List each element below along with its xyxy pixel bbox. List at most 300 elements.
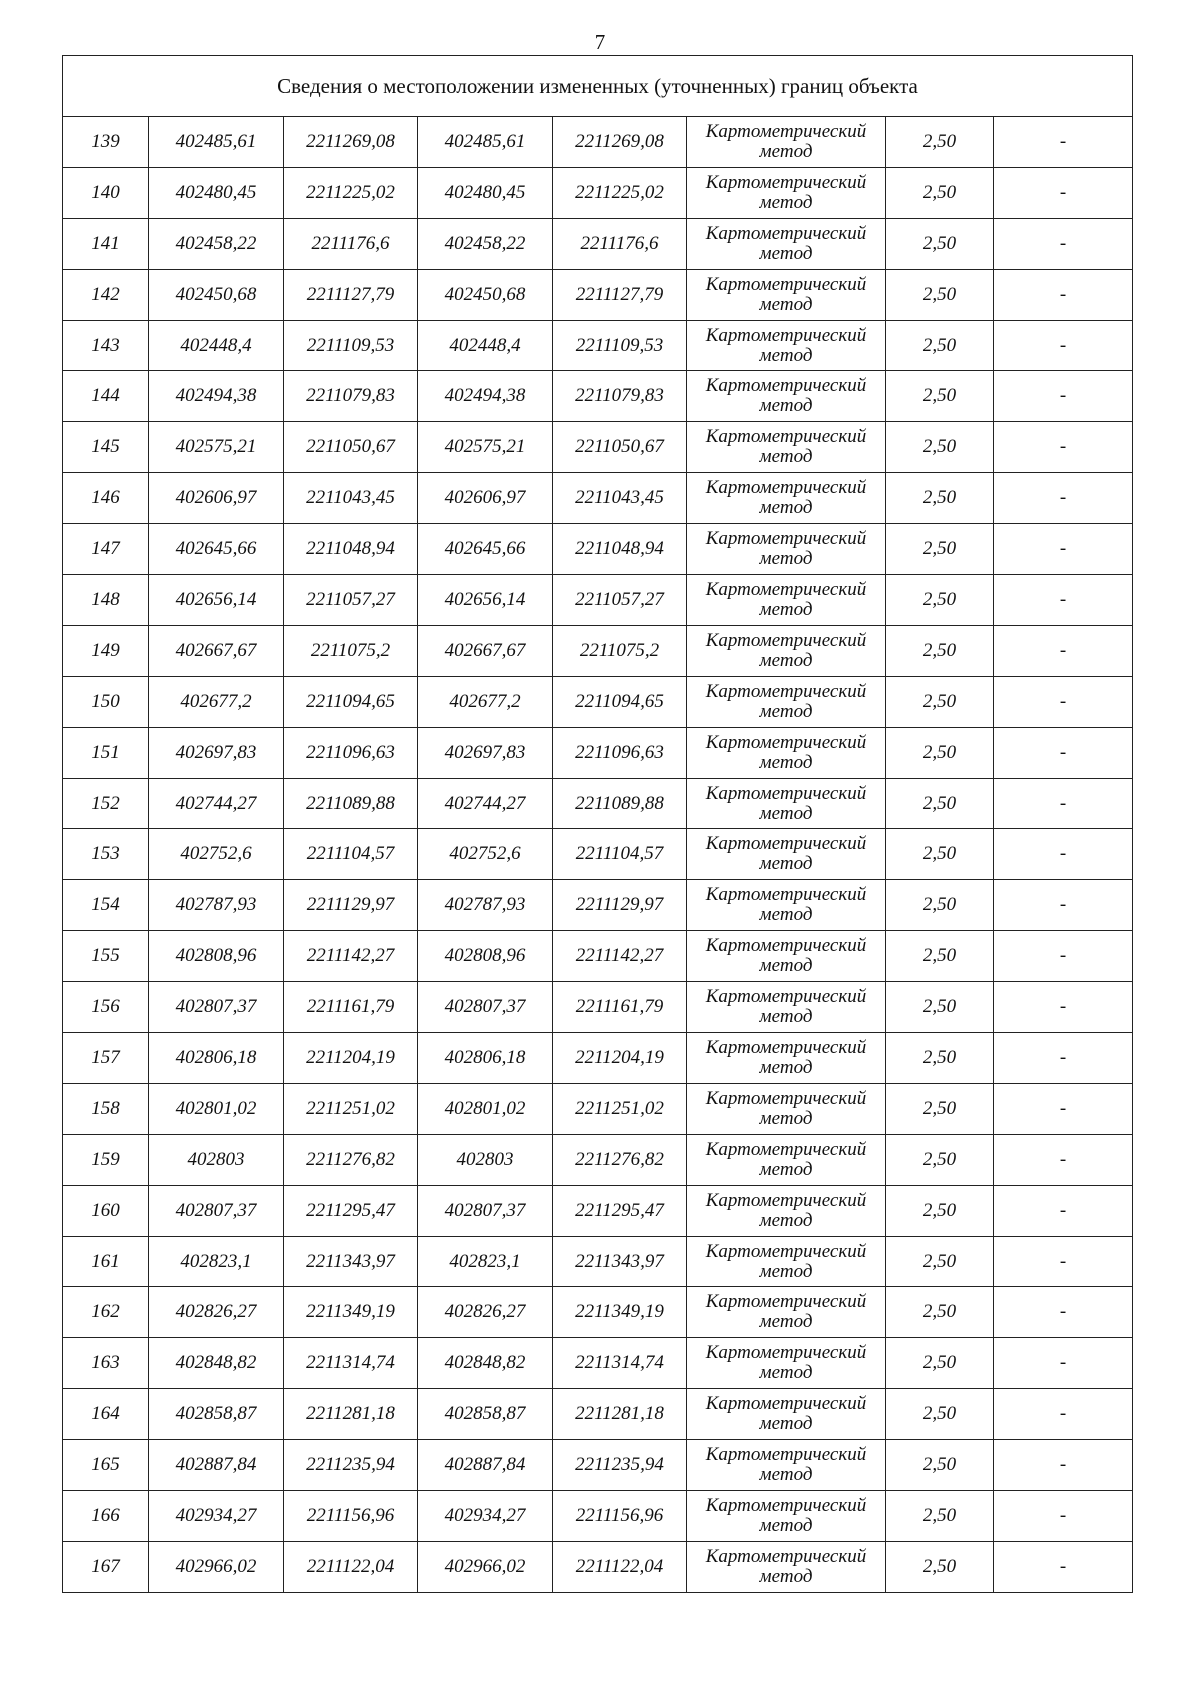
method-cell bbox=[687, 1134, 886, 1185]
method-cell bbox=[687, 1338, 886, 1389]
old-y-cell: 2211251,02 bbox=[284, 1083, 418, 1134]
method-line-1: Картометрический bbox=[705, 222, 867, 244]
new-y-cell: 2211349,19 bbox=[553, 1287, 687, 1338]
method-line-2: метод bbox=[759, 497, 813, 519]
old-y-cell: 2211161,79 bbox=[284, 982, 418, 1033]
old-y-cell: 2211089,88 bbox=[284, 778, 418, 829]
method-line-2: метод bbox=[759, 242, 813, 264]
point-number-cell: 151 bbox=[63, 727, 149, 778]
accuracy-cell: 2,50 bbox=[886, 1083, 994, 1134]
method-line-1: Картометрический bbox=[705, 935, 867, 957]
new-y-cell: 2211225,02 bbox=[553, 167, 687, 218]
old-x-cell: 402744,27 bbox=[149, 778, 284, 829]
old-x-cell: 402448,4 bbox=[149, 320, 284, 371]
new-y-cell: 2211096,63 bbox=[553, 727, 687, 778]
accuracy-cell: 2,50 bbox=[886, 1541, 994, 1592]
new-x-cell: 402807,37 bbox=[418, 982, 553, 1033]
old-x-cell: 402458,22 bbox=[149, 218, 284, 269]
method-line-1: Картометрический bbox=[705, 1494, 867, 1516]
point-number-cell: 167 bbox=[63, 1541, 149, 1592]
method-cell bbox=[687, 218, 886, 269]
method-cell bbox=[687, 1185, 886, 1236]
method-line-2: метод bbox=[759, 802, 813, 824]
old-y-cell: 2211075,2 bbox=[284, 625, 418, 676]
new-y-cell: 2211048,94 bbox=[553, 524, 687, 575]
accuracy-cell: 2,50 bbox=[886, 422, 994, 473]
method-line-1: Картометрический bbox=[705, 1291, 867, 1313]
method-cell bbox=[687, 1236, 886, 1287]
old-y-cell: 2211127,79 bbox=[284, 269, 418, 320]
old-y-cell: 2211314,74 bbox=[284, 1338, 418, 1389]
point-number-cell: 155 bbox=[63, 931, 149, 982]
method-cell bbox=[687, 524, 886, 575]
table-row bbox=[63, 1389, 1133, 1440]
accuracy-cell: 2,50 bbox=[886, 371, 994, 422]
accuracy-cell: 2,50 bbox=[886, 524, 994, 575]
table-row bbox=[63, 1491, 1133, 1542]
method-line-2: метод bbox=[759, 1006, 813, 1028]
method-line-1: Картометрический bbox=[705, 1036, 867, 1058]
old-y-cell: 2211176,6 bbox=[284, 218, 418, 269]
note-cell: - bbox=[994, 1236, 1133, 1287]
new-x-cell: 402807,37 bbox=[418, 1185, 553, 1236]
table-row bbox=[63, 1287, 1133, 1338]
new-y-cell: 2211276,82 bbox=[553, 1134, 687, 1185]
old-x-cell: 402677,2 bbox=[149, 676, 284, 727]
old-y-cell: 2211048,94 bbox=[284, 524, 418, 575]
old-x-cell: 402480,45 bbox=[149, 167, 284, 218]
new-y-cell: 2211109,53 bbox=[553, 320, 687, 371]
note-cell: - bbox=[994, 1491, 1133, 1542]
method-line-1: Картометрический bbox=[705, 1444, 867, 1466]
method-line-1: Картометрический bbox=[705, 1545, 867, 1567]
method-line-2: метод bbox=[759, 598, 813, 620]
new-y-cell: 2211156,96 bbox=[553, 1491, 687, 1542]
old-x-cell: 402697,83 bbox=[149, 727, 284, 778]
accuracy-cell: 2,50 bbox=[886, 1185, 994, 1236]
method-cell bbox=[687, 676, 886, 727]
method-line-2: метод bbox=[759, 1311, 813, 1333]
new-y-cell: 2211129,97 bbox=[553, 880, 687, 931]
old-y-cell: 2211122,04 bbox=[284, 1541, 418, 1592]
method-cell bbox=[687, 320, 886, 371]
accuracy-cell: 2,50 bbox=[886, 1440, 994, 1491]
method-cell bbox=[687, 1033, 886, 1084]
table-row bbox=[63, 473, 1133, 524]
point-number-cell: 149 bbox=[63, 625, 149, 676]
note-cell: - bbox=[994, 1033, 1133, 1084]
new-x-cell: 402606,97 bbox=[418, 473, 553, 524]
old-y-cell: 2211043,45 bbox=[284, 473, 418, 524]
method-line-1: Картометрический bbox=[705, 680, 867, 702]
new-y-cell: 2211295,47 bbox=[553, 1185, 687, 1236]
note-cell: - bbox=[994, 218, 1133, 269]
old-x-cell: 402807,37 bbox=[149, 982, 284, 1033]
point-number-cell: 160 bbox=[63, 1185, 149, 1236]
note-cell: - bbox=[994, 880, 1133, 931]
new-y-cell: 2211269,08 bbox=[553, 117, 687, 168]
method-line-2: метод bbox=[759, 1158, 813, 1180]
table-row bbox=[63, 982, 1133, 1033]
point-number-cell: 154 bbox=[63, 880, 149, 931]
accuracy-cell: 2,50 bbox=[886, 880, 994, 931]
new-x-cell: 402848,82 bbox=[418, 1338, 553, 1389]
new-x-cell: 402645,66 bbox=[418, 524, 553, 575]
note-cell: - bbox=[994, 473, 1133, 524]
point-number-cell: 143 bbox=[63, 320, 149, 371]
old-y-cell: 2211096,63 bbox=[284, 727, 418, 778]
table-row bbox=[63, 727, 1133, 778]
method-line-2: метод bbox=[759, 293, 813, 315]
point-number-cell: 158 bbox=[63, 1083, 149, 1134]
method-cell bbox=[687, 371, 886, 422]
table-row bbox=[63, 422, 1133, 473]
accuracy-cell: 2,50 bbox=[886, 1236, 994, 1287]
accuracy-cell: 2,50 bbox=[886, 829, 994, 880]
old-x-cell: 402801,02 bbox=[149, 1083, 284, 1134]
new-x-cell: 402826,27 bbox=[418, 1287, 553, 1338]
new-x-cell: 402966,02 bbox=[418, 1541, 553, 1592]
method-cell bbox=[687, 931, 886, 982]
accuracy-cell: 2,50 bbox=[886, 727, 994, 778]
method-line-1: Картометрический bbox=[705, 528, 867, 550]
new-x-cell: 402808,96 bbox=[418, 931, 553, 982]
table-row bbox=[63, 778, 1133, 829]
point-number-cell: 164 bbox=[63, 1389, 149, 1440]
table-row bbox=[63, 320, 1133, 371]
method-cell bbox=[687, 575, 886, 626]
old-y-cell: 2211225,02 bbox=[284, 167, 418, 218]
new-y-cell: 2211343,97 bbox=[553, 1236, 687, 1287]
method-line-1: Картометрический bbox=[705, 782, 867, 804]
old-x-cell: 402848,82 bbox=[149, 1338, 284, 1389]
point-number-cell: 152 bbox=[63, 778, 149, 829]
point-number-cell: 166 bbox=[63, 1491, 149, 1542]
new-y-cell: 2211094,65 bbox=[553, 676, 687, 727]
accuracy-cell: 2,50 bbox=[886, 931, 994, 982]
method-line-1: Картометрический bbox=[705, 426, 867, 448]
new-y-cell: 2211161,79 bbox=[553, 982, 687, 1033]
old-y-cell: 2211204,19 bbox=[284, 1033, 418, 1084]
accuracy-cell: 2,50 bbox=[886, 320, 994, 371]
method-line-1: Картометрический bbox=[705, 1138, 867, 1160]
new-y-cell: 2211251,02 bbox=[553, 1083, 687, 1134]
point-number-cell: 161 bbox=[63, 1236, 149, 1287]
table-row bbox=[63, 880, 1133, 931]
new-x-cell: 402823,1 bbox=[418, 1236, 553, 1287]
accuracy-cell: 2,50 bbox=[886, 625, 994, 676]
table-row bbox=[63, 1033, 1133, 1084]
new-y-cell: 2211142,27 bbox=[553, 931, 687, 982]
old-y-cell: 2211276,82 bbox=[284, 1134, 418, 1185]
old-x-cell: 402807,37 bbox=[149, 1185, 284, 1236]
method-line-2: метод bbox=[759, 1260, 813, 1282]
method-line-1: Картометрический bbox=[705, 1342, 867, 1364]
point-number-cell: 146 bbox=[63, 473, 149, 524]
table-row bbox=[63, 625, 1133, 676]
method-cell bbox=[687, 422, 886, 473]
accuracy-cell: 2,50 bbox=[886, 1389, 994, 1440]
new-y-cell: 2211176,6 bbox=[553, 218, 687, 269]
new-x-cell: 402787,93 bbox=[418, 880, 553, 931]
table-row bbox=[63, 371, 1133, 422]
point-number-cell: 144 bbox=[63, 371, 149, 422]
method-line-2: метод bbox=[759, 853, 813, 875]
new-x-cell: 402448,4 bbox=[418, 320, 553, 371]
accuracy-cell: 2,50 bbox=[886, 676, 994, 727]
method-line-2: метод bbox=[759, 751, 813, 773]
point-number-cell: 150 bbox=[63, 676, 149, 727]
method-cell bbox=[687, 1287, 886, 1338]
table-row bbox=[63, 269, 1133, 320]
old-y-cell: 2211349,19 bbox=[284, 1287, 418, 1338]
note-cell: - bbox=[994, 269, 1133, 320]
new-y-cell: 2211089,88 bbox=[553, 778, 687, 829]
accuracy-cell: 2,50 bbox=[886, 575, 994, 626]
table-row bbox=[63, 1134, 1133, 1185]
method-line-2: метод bbox=[759, 904, 813, 926]
method-cell bbox=[687, 117, 886, 168]
point-number-cell: 157 bbox=[63, 1033, 149, 1084]
new-x-cell: 402801,02 bbox=[418, 1083, 553, 1134]
new-x-cell: 402667,67 bbox=[418, 625, 553, 676]
method-line-1: Картометрический bbox=[705, 1393, 867, 1415]
method-cell bbox=[687, 1083, 886, 1134]
new-x-cell: 402858,87 bbox=[418, 1389, 553, 1440]
method-line-1: Картометрический bbox=[705, 324, 867, 346]
note-cell: - bbox=[994, 167, 1133, 218]
point-number-cell: 159 bbox=[63, 1134, 149, 1185]
accuracy-cell: 2,50 bbox=[886, 778, 994, 829]
accuracy-cell: 2,50 bbox=[886, 982, 994, 1033]
point-number-cell: 141 bbox=[63, 218, 149, 269]
accuracy-cell: 2,50 bbox=[886, 1338, 994, 1389]
new-x-cell: 402934,27 bbox=[418, 1491, 553, 1542]
new-x-cell: 402803 bbox=[418, 1134, 553, 1185]
accuracy-cell: 2,50 bbox=[886, 473, 994, 524]
method-cell bbox=[687, 778, 886, 829]
method-line-2: метод bbox=[759, 1565, 813, 1587]
note-cell: - bbox=[994, 727, 1133, 778]
method-line-1: Картометрический bbox=[705, 171, 867, 193]
new-x-cell: 402485,61 bbox=[418, 117, 553, 168]
method-line-1: Картометрический bbox=[705, 1189, 867, 1211]
table-row bbox=[63, 218, 1133, 269]
note-cell: - bbox=[994, 575, 1133, 626]
method-line-1: Картометрический bbox=[705, 273, 867, 295]
new-x-cell: 402697,83 bbox=[418, 727, 553, 778]
old-x-cell: 402450,68 bbox=[149, 269, 284, 320]
accuracy-cell: 2,50 bbox=[886, 218, 994, 269]
method-cell bbox=[687, 1440, 886, 1491]
accuracy-cell: 2,50 bbox=[886, 1491, 994, 1542]
old-y-cell: 2211343,97 bbox=[284, 1236, 418, 1287]
new-y-cell: 2211075,2 bbox=[553, 625, 687, 676]
note-cell: - bbox=[994, 778, 1133, 829]
point-number-cell: 148 bbox=[63, 575, 149, 626]
method-line-2: метод bbox=[759, 955, 813, 977]
method-line-1: Картометрический bbox=[705, 629, 867, 651]
new-y-cell: 2211314,74 bbox=[553, 1338, 687, 1389]
new-x-cell: 402458,22 bbox=[418, 218, 553, 269]
note-cell: - bbox=[994, 320, 1133, 371]
old-x-cell: 402752,6 bbox=[149, 829, 284, 880]
point-number-cell: 153 bbox=[63, 829, 149, 880]
note-cell: - bbox=[994, 1389, 1133, 1440]
old-y-cell: 2211156,96 bbox=[284, 1491, 418, 1542]
old-x-cell: 402667,67 bbox=[149, 625, 284, 676]
table-row bbox=[63, 167, 1133, 218]
old-y-cell: 2211281,18 bbox=[284, 1389, 418, 1440]
old-y-cell: 2211129,97 bbox=[284, 880, 418, 931]
point-number-cell: 139 bbox=[63, 117, 149, 168]
old-y-cell: 2211142,27 bbox=[284, 931, 418, 982]
method-line-2: метод bbox=[759, 1464, 813, 1486]
table-row bbox=[63, 1236, 1133, 1287]
new-x-cell: 402480,45 bbox=[418, 167, 553, 218]
boundary-coordinates-table bbox=[62, 55, 1133, 1593]
new-x-cell: 402677,2 bbox=[418, 676, 553, 727]
accuracy-cell: 2,50 bbox=[886, 1287, 994, 1338]
note-cell: - bbox=[994, 117, 1133, 168]
new-y-cell: 2211204,19 bbox=[553, 1033, 687, 1084]
old-x-cell: 402808,96 bbox=[149, 931, 284, 982]
method-line-2: метод bbox=[759, 649, 813, 671]
table-row bbox=[63, 1185, 1133, 1236]
new-y-cell: 2211079,83 bbox=[553, 371, 687, 422]
method-line-2: метод bbox=[759, 1209, 813, 1231]
method-cell bbox=[687, 1491, 886, 1542]
new-x-cell: 402656,14 bbox=[418, 575, 553, 626]
page-number: 7 bbox=[594, 30, 606, 54]
accuracy-cell: 2,50 bbox=[886, 269, 994, 320]
table-row bbox=[63, 1440, 1133, 1491]
new-y-cell: 2211057,27 bbox=[553, 575, 687, 626]
method-line-2: метод bbox=[759, 140, 813, 162]
old-x-cell: 402806,18 bbox=[149, 1033, 284, 1084]
method-line-2: метод bbox=[759, 1514, 813, 1536]
old-y-cell: 2211235,94 bbox=[284, 1440, 418, 1491]
accuracy-cell: 2,50 bbox=[886, 1033, 994, 1084]
new-x-cell: 402450,68 bbox=[418, 269, 553, 320]
new-y-cell: 2211043,45 bbox=[553, 473, 687, 524]
note-cell: - bbox=[994, 524, 1133, 575]
note-cell: - bbox=[994, 931, 1133, 982]
new-x-cell: 402744,27 bbox=[418, 778, 553, 829]
table-row bbox=[63, 1541, 1133, 1592]
note-cell: - bbox=[994, 1083, 1133, 1134]
method-cell bbox=[687, 880, 886, 931]
table-row bbox=[63, 829, 1133, 880]
new-x-cell: 402887,84 bbox=[418, 1440, 553, 1491]
method-cell bbox=[687, 269, 886, 320]
old-y-cell: 2211104,57 bbox=[284, 829, 418, 880]
method-cell bbox=[687, 167, 886, 218]
method-line-2: метод bbox=[759, 446, 813, 468]
method-line-1: Картометрический bbox=[705, 884, 867, 906]
method-line-1: Картометрический bbox=[705, 1087, 867, 1109]
table-row bbox=[63, 1338, 1133, 1389]
new-x-cell: 402806,18 bbox=[418, 1033, 553, 1084]
table-row bbox=[63, 676, 1133, 727]
note-cell: - bbox=[994, 1338, 1133, 1389]
note-cell: - bbox=[994, 1185, 1133, 1236]
old-x-cell: 402494,38 bbox=[149, 371, 284, 422]
old-x-cell: 402966,02 bbox=[149, 1541, 284, 1592]
old-x-cell: 402645,66 bbox=[149, 524, 284, 575]
new-y-cell: 2211235,94 bbox=[553, 1440, 687, 1491]
point-number-cell: 165 bbox=[63, 1440, 149, 1491]
note-cell: - bbox=[994, 1440, 1133, 1491]
old-y-cell: 2211057,27 bbox=[284, 575, 418, 626]
note-cell: - bbox=[994, 1541, 1133, 1592]
method-line-2: метод bbox=[759, 1413, 813, 1435]
method-line-1: Картометрический bbox=[705, 986, 867, 1008]
method-line-1: Картометрический bbox=[705, 833, 867, 855]
old-y-cell: 2211269,08 bbox=[284, 117, 418, 168]
old-x-cell: 402826,27 bbox=[149, 1287, 284, 1338]
method-cell bbox=[687, 829, 886, 880]
old-y-cell: 2211109,53 bbox=[284, 320, 418, 371]
method-line-1: Картометрический bbox=[705, 731, 867, 753]
note-cell: - bbox=[994, 371, 1133, 422]
old-x-cell: 402803 bbox=[149, 1134, 284, 1185]
old-x-cell: 402575,21 bbox=[149, 422, 284, 473]
table-row bbox=[63, 524, 1133, 575]
old-x-cell: 402606,97 bbox=[149, 473, 284, 524]
accuracy-cell: 2,50 bbox=[886, 167, 994, 218]
method-cell bbox=[687, 473, 886, 524]
new-x-cell: 402494,38 bbox=[418, 371, 553, 422]
point-number-cell: 163 bbox=[63, 1338, 149, 1389]
method-cell bbox=[687, 1389, 886, 1440]
new-y-cell: 2211122,04 bbox=[553, 1541, 687, 1592]
note-cell: - bbox=[994, 982, 1133, 1033]
method-line-2: метод bbox=[759, 344, 813, 366]
new-y-cell: 2211281,18 bbox=[553, 1389, 687, 1440]
note-cell: - bbox=[994, 1287, 1133, 1338]
old-x-cell: 402787,93 bbox=[149, 880, 284, 931]
old-x-cell: 402934,27 bbox=[149, 1491, 284, 1542]
note-cell: - bbox=[994, 829, 1133, 880]
table-row bbox=[63, 117, 1133, 168]
accuracy-cell: 2,50 bbox=[886, 1134, 994, 1185]
point-number-cell: 162 bbox=[63, 1287, 149, 1338]
method-line-2: метод bbox=[759, 700, 813, 722]
method-line-2: метод bbox=[759, 191, 813, 213]
new-y-cell: 2211127,79 bbox=[553, 269, 687, 320]
old-x-cell: 402656,14 bbox=[149, 575, 284, 626]
method-line-1: Картометрический bbox=[705, 477, 867, 499]
new-x-cell: 402752,6 bbox=[418, 829, 553, 880]
note-cell: - bbox=[994, 1134, 1133, 1185]
old-x-cell: 402858,87 bbox=[149, 1389, 284, 1440]
method-line-1: Картометрический bbox=[705, 375, 867, 397]
method-line-2: метод bbox=[759, 1107, 813, 1129]
note-cell: - bbox=[994, 625, 1133, 676]
old-y-cell: 2211079,83 bbox=[284, 371, 418, 422]
method-line-2: метод bbox=[759, 1362, 813, 1384]
point-number-cell: 156 bbox=[63, 982, 149, 1033]
table-title-row bbox=[63, 56, 1133, 117]
method-line-1: Картометрический bbox=[705, 120, 867, 142]
accuracy-cell: 2,50 bbox=[886, 117, 994, 168]
old-y-cell: 2211295,47 bbox=[284, 1185, 418, 1236]
method-line-2: метод bbox=[759, 395, 813, 417]
method-line-1: Картометрический bbox=[705, 578, 867, 600]
old-x-cell: 402823,1 bbox=[149, 1236, 284, 1287]
point-number-cell: 147 bbox=[63, 524, 149, 575]
